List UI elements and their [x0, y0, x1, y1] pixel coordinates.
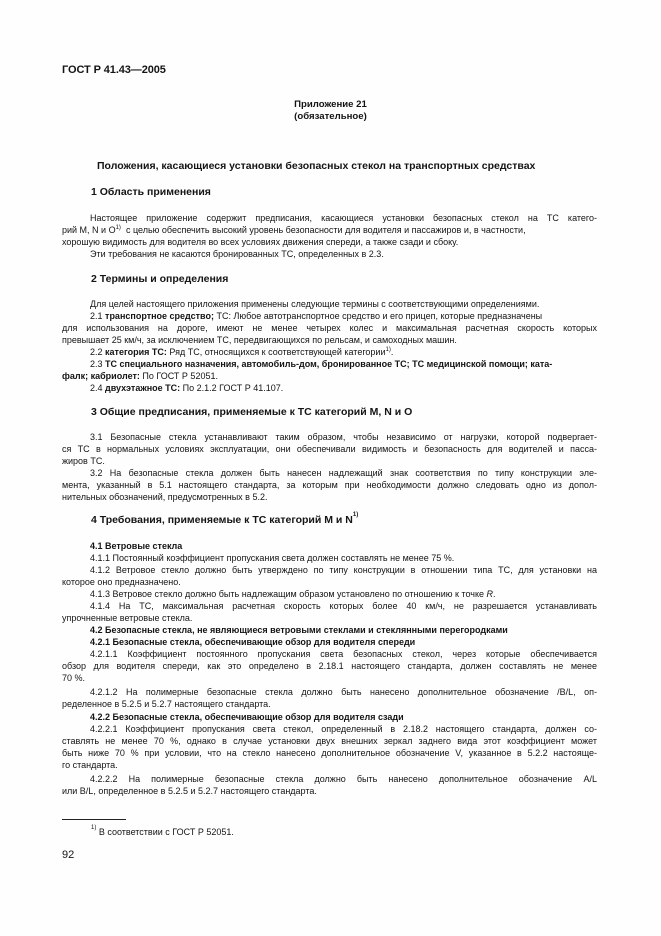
text-line: 4.2.1.2 На полимерные безопасные стекла должно быть нанесено дополнительное обозначение /B/L, оп- — [90, 687, 597, 697]
footnote-mark: 1) — [91, 825, 97, 831]
text-line: превышает 25 км/ч, за исключением ТС, передвигающихся по рельсам, и самоходных машин. — [62, 335, 457, 345]
text-line: хорошую видимость для водителя во всех условиях движения спереди, а также сзади и сбоку. — [62, 237, 459, 247]
text-line: 4.2.1.1 Коэффициент постоянного пропускания света безопасных стекол, через которые обеспечивается — [90, 649, 597, 659]
text-line: 70 %. — [62, 673, 86, 683]
subsection-4-2-2-heading: 4.2.2 Безопасные стекла, обеспечивающие обзор для водителя сзади — [90, 712, 404, 722]
text-line: или B/L, определенное в 5.2.5 и 5.2.7 настоящего стандарта. — [62, 786, 317, 796]
text-line: которое оно предназначено. — [62, 577, 181, 587]
text-line: 3.1 Безопасные стекла устанавливают таким образом, чтобы независимо от нагрузки, которой подвергает- — [90, 432, 597, 442]
text-line: фалк; кабриолет: По ГОСТ Р 52051. — [62, 371, 218, 381]
text-line: упрочненные ветровые стекла. — [62, 613, 193, 623]
text-line: мента, указанный в 5.1 настоящего стандарта, за которым при необходимости должно следовать одно из допол- — [62, 480, 597, 490]
text-line: обзор для водителя спереди, как это определено в 2.18.1 настоящего стандарта, должен составлять не менее — [62, 661, 597, 671]
footnote: $^{1)}$ В соответствии с ГОСТ Р 52051. — [91, 825, 234, 837]
footnote-ref: 1) — [352, 512, 359, 518]
text-line: ставлять не менее 70 %, однако в случае установки двух внешних зеркал заднего вида этот коэффициент может — [62, 736, 597, 746]
definition-2-4: 2.4 двухэтажное ТС: По 2.1.2 ГОСТ Р 41.107. — [90, 383, 284, 393]
text-line: ределенное в 5.2.5 и 5.2.7 настоящего стандарта. — [62, 699, 271, 709]
text-line: 3.2 На безопасные стекла должен быть нанесен надлежащий знак соответствия по типу конструкции эле- — [90, 468, 597, 478]
definition-2-2: 2.2 категория ТС: Ряд ТС, относящихся к соответствующей категории$^{1)}$. — [90, 347, 394, 357]
annex-status: (обязательное) — [294, 111, 367, 122]
definition-2-1: 2.1 транспортное средство; ТС: Любое автотранспортное средство и его прицеп, которые предназначены — [90, 311, 543, 321]
text-line: 4.2.2.1 Коэффициент пропускания света стекол, определенный в 2.18.2 настоящего стандарта, должен со- — [90, 724, 597, 734]
text-line: для использования на дороге, имеют не менее четырех колес и максимальная расчетная скорость которых — [62, 323, 597, 333]
text-line: 4.1.2 Ветровое стекло должно быть утверждено по типу конструкции в отношении типа ТС, для установки на — [90, 565, 597, 575]
section-3-heading: 3 Общие предписания, применяемые к ТС категорий М, N и О — [91, 406, 413, 418]
text-line: нительных обозначений, предусмотренных в 5.2. — [62, 492, 268, 502]
subsection-4-2-heading: 4.2 Безопасные стекла, не являющиеся ветровыми стеклами и стеклянными перегородками — [90, 625, 508, 635]
text-line: Для целей настоящего приложения применены следующие термины с соответствующими определениями. — [90, 299, 540, 309]
text-line: рий М, N и $О^{1)}$ с целью обеспечить высокий уровень безопасности для водителя и пассажиров и, в частности, — [62, 225, 526, 235]
text-line: быть ниже 70 % при условии, что на стекло нанесено дополнительное обозначение V, указанное в 5.2.2 настояще- — [62, 748, 597, 758]
standard-designation: ГОСТ Р 41.43—2005 — [62, 64, 166, 76]
footnote-divider — [62, 819, 126, 820]
text-line: го стандарта. — [62, 760, 118, 770]
footnote-ref: 1) — [115, 225, 121, 231]
definition-2-3: 2.3 ТС специального назначения, автомобиль-дом, бронированное ТС; ТС медицинской помощи; ката- — [90, 359, 553, 369]
text-line: Настоящее приложение содержит предписания, касающиеся установки безопасных стекол на ТС катего- — [90, 213, 597, 223]
page-number: 92 — [62, 849, 75, 861]
section-4-heading: 4 Требования, применяемые к ТС категорий М и $N^{1)}$ — [91, 512, 359, 526]
section-2-heading: 2 Термины и определения — [91, 273, 229, 285]
section-1-heading: 1 Область применения — [91, 186, 211, 198]
text-line: жиров ТС. — [62, 456, 105, 466]
text-line: ся ТС в нормальных условиях эксплуатации, они обеспечивали видимость и безопасность для водителей и пасса- — [62, 444, 597, 454]
text-line: Эти требования не касаются бронированных ТС, определенных в 2.3. — [90, 249, 384, 259]
text-line: 4.1.3 Ветровое стекло должно быть надлежащим образом установлено по отношению к точке R. — [90, 589, 496, 599]
text-line: 4.1.1 Постоянный коэффициент пропускания света должен составлять не менее 75 %. — [90, 553, 455, 563]
main-title: Положения, касающиеся установки безопасных стекол на транспортных средствах — [97, 160, 536, 172]
subsection-4-2-1-heading: 4.2.1 Безопасные стекла, обеспечивающие обзор для водителя спереди — [90, 637, 416, 647]
text-line: 4.2.2.2 На полимерные безопасные стекла должно быть нанесено дополнительное обозначение A/L — [90, 774, 597, 784]
subsection-4-1-heading: 4.1 Ветровые стекла — [90, 541, 183, 551]
footnote-ref: 1) — [385, 347, 391, 353]
text-line: 4.1.4 На ТС, максимальная расчетная скорость которых более 40 км/ч, не разрешается устанавливать — [90, 601, 597, 611]
annex-title: Приложение 21 — [294, 99, 367, 110]
